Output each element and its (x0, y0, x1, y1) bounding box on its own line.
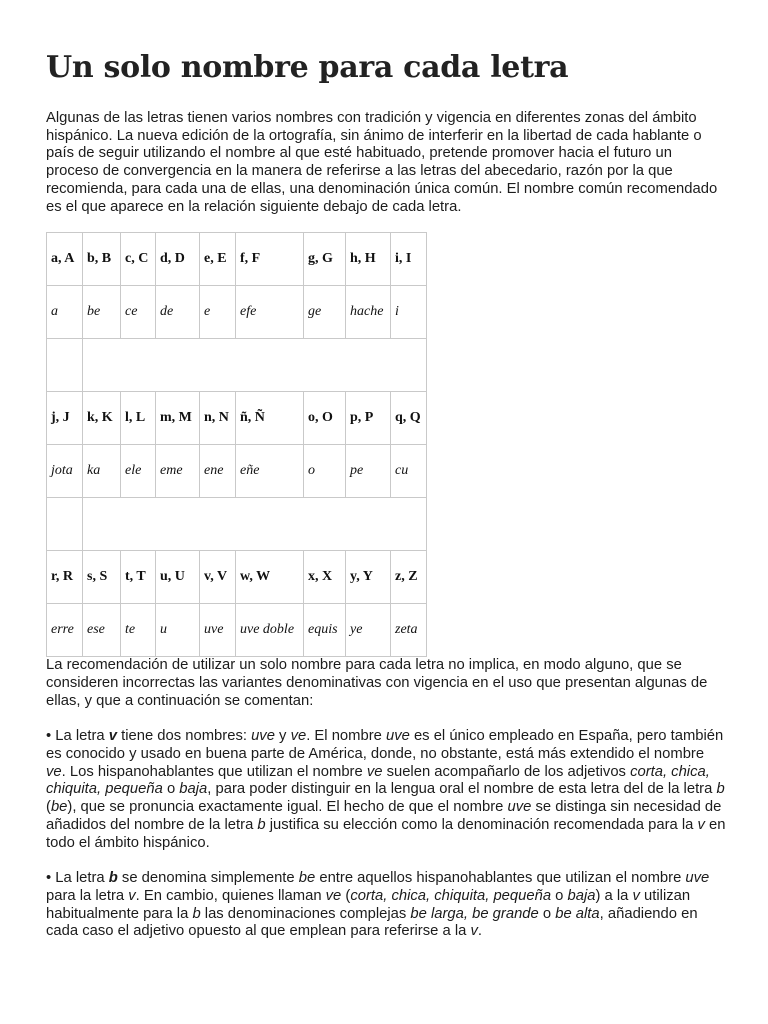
emphasis: baja (567, 887, 596, 904)
text: La letra (51, 870, 109, 887)
spacer-cell (83, 339, 427, 392)
letter-name-cell: te (121, 604, 156, 657)
letter-cell: s, S (83, 551, 121, 604)
letters-row (47, 551, 427, 604)
emphasis: ve (325, 887, 342, 904)
emphasis: v (470, 923, 478, 940)
spacer-cell (47, 498, 83, 551)
letter-cell: l, L (121, 392, 156, 445)
letter-cell: z, Z (391, 551, 427, 604)
letter-cell: o, O (304, 392, 346, 445)
emphasis: corta, chica, chiquita, pequeña (46, 763, 710, 798)
letters-row (47, 233, 427, 286)
letter-cell: m, M (156, 392, 200, 445)
letter-name-cell: ele (121, 445, 156, 498)
emphasis: be larga, be grande (410, 905, 539, 922)
letter-cell: x, X (304, 551, 346, 604)
letter-name-cell: be (83, 286, 121, 339)
text: justifica su elección como la denominación recomendada para la (265, 816, 698, 833)
text: ( (46, 799, 51, 816)
text: en todo el ámbito hispánico. (46, 816, 726, 851)
names-row (47, 604, 427, 657)
letter-name-cell: ge (304, 286, 346, 339)
letter-cell: b, B (83, 233, 121, 286)
text: suelen acompañarlo de los adjetivos (382, 763, 631, 780)
emphasis: ve (366, 763, 383, 780)
letter-cell: ñ, Ñ (236, 392, 304, 445)
letter-cell: i, I (391, 233, 427, 286)
text: tiene dos nombres: (117, 728, 252, 745)
text: . El nombre (306, 728, 386, 745)
letter-cell: g, G (304, 233, 346, 286)
letter-cell: a, A (47, 233, 83, 286)
emphasis: baja (179, 781, 208, 798)
letter-cell: r, R (47, 551, 83, 604)
letter-name-cell: de (156, 286, 200, 339)
emphasis: ve (46, 763, 62, 780)
page-title: Un solo nombre para cada letra (46, 50, 569, 85)
text: ) a la (595, 887, 633, 904)
letter-cell: c, C (121, 233, 156, 286)
letter-name-cell: efe (236, 286, 304, 339)
letter-name-cell: a (47, 286, 83, 339)
letter-cell: w, W (236, 551, 304, 604)
emphasis: ve (290, 728, 307, 745)
letter-cell: y, Y (346, 551, 391, 604)
letter-cell: q, Q (391, 392, 427, 445)
emphasis: be (298, 870, 316, 887)
letter-name-cell: u (156, 604, 200, 657)
letter-name-cell: zeta (391, 604, 427, 657)
letter-name-cell: equis (304, 604, 346, 657)
text: o (162, 781, 180, 798)
letters-row (47, 392, 427, 445)
letter-cell: u, U (156, 551, 200, 604)
text: o (538, 905, 556, 922)
letter-cell: v, V (200, 551, 236, 604)
emphasis: uve (507, 799, 532, 816)
bullet-letter-v (46, 728, 726, 852)
text: las denominaciones complejas (200, 905, 411, 922)
letter-name-cell: o (304, 445, 346, 498)
emphasis: be (50, 799, 68, 816)
letter-name-cell: hache (346, 286, 391, 339)
letter-name-cell: cu (391, 445, 427, 498)
text: se distinga sin necesidad de añadidos del nombre de la letra (46, 799, 722, 833)
text: . (477, 923, 482, 940)
letter-cell: t, T (121, 551, 156, 604)
intro-paragraph: Algunas de las letras tienen varios nombres con tradición y vigencia en diferentes zonas del ámbito hispánico. La nueva edición de la ortografía, sin ánimo de interferir en la libertad de cada hablante o país de seguir utilizando el nombre al que esté habituado, pretende promover hacia el futuro un proceso de convergencia en la manera de referirse a las letras del abecedario, razón por la que recomienda, para cada una de ellas, una denominación única común. El nombre común recomendado es el que aparece en la relación siguiente debajo de cada letra. (46, 110, 718, 215)
bullet-marker: • (46, 870, 52, 887)
text: La letra (51, 728, 109, 745)
spacer-row (47, 498, 427, 551)
emphasis: uve (685, 870, 710, 887)
letter-cell: f, F (236, 233, 304, 286)
spacer-cell (83, 498, 427, 551)
emphasis: b (716, 781, 725, 798)
emphasis: uve (251, 728, 275, 745)
spacer-cell (47, 339, 83, 392)
letter-name-cell: eñe (236, 445, 304, 498)
bullet-letter-b (46, 870, 726, 941)
letter-cell: k, K (83, 392, 121, 445)
text: , añadiendo en cada caso el adjetivo opuesto al que emplean para referirse a la (46, 905, 698, 940)
emphasis-letter: b (108, 870, 118, 887)
letter-name-cell: ce (121, 286, 156, 339)
recommendation-paragraph: La recomendación de utilizar un solo nombre para cada letra no implica, en modo alguno, que se consideren incorrectas las variantes denominativas con vigencia en el uso que presentan algunas de ellas, y que a continuación se comentan: (46, 657, 708, 709)
text: entre aquellos hispanohablantes que utilizan el nombre (315, 870, 686, 887)
emphasis: b (192, 905, 201, 922)
text: y (274, 728, 291, 745)
emphasis: v (128, 887, 136, 904)
emphasis: corta, chica, chiquita, pequeña (350, 887, 552, 904)
names-row (47, 286, 427, 339)
letter-name-cell: jota (47, 445, 83, 498)
bullet-marker: • (46, 728, 52, 745)
emphasis-letter: v (108, 728, 117, 745)
letter-cell: j, J (47, 392, 83, 445)
letter-name-cell: uve (200, 604, 236, 657)
text: ( (341, 887, 351, 904)
emphasis: v (697, 816, 705, 833)
letter-cell: p, P (346, 392, 391, 445)
letter-name-cell: ka (83, 445, 121, 498)
letter-name-cell: i (391, 286, 427, 339)
text: . Los hispanohablantes que utilizan el nombre (61, 763, 367, 780)
text: se denomina simplemente (117, 870, 299, 887)
spacer-row (47, 339, 427, 392)
alphabet-table (46, 232, 427, 657)
text: ), que se pronuncia exactamente igual. El hecho de que el nombre (67, 799, 508, 816)
letter-name-cell: uve doble (236, 604, 304, 657)
letter-name-cell: ye (346, 604, 391, 657)
emphasis: b (257, 816, 266, 833)
letter-name-cell: pe (346, 445, 391, 498)
text: o (551, 887, 568, 904)
letter-cell: n, N (200, 392, 236, 445)
letter-name-cell: eme (156, 445, 200, 498)
text: utilizan habitualmente para la (46, 887, 691, 922)
emphasis: be alta (555, 905, 600, 922)
text: , para poder distinguir en la lengua oral el nombre de esta letra del de la letra (207, 781, 717, 798)
text: para la letra (46, 887, 129, 904)
letter-name-cell: ese (83, 604, 121, 657)
text: es el único empleado en España, pero también es conocido y usado en buena parte de América, donde, no obstante, está más extendido el nombre (46, 728, 724, 763)
letter-name-cell: ene (200, 445, 236, 498)
text: . En cambio, quienes llaman (135, 887, 326, 904)
names-row (47, 445, 427, 498)
letter-name-cell: erre (47, 604, 83, 657)
letter-cell: d, D (156, 233, 200, 286)
article (46, 48, 726, 941)
emphasis: uve (385, 728, 410, 745)
letter-name-cell: e (200, 286, 236, 339)
letter-cell: e, E (200, 233, 236, 286)
emphasis: v (632, 887, 640, 904)
letter-cell: h, H (346, 233, 391, 286)
